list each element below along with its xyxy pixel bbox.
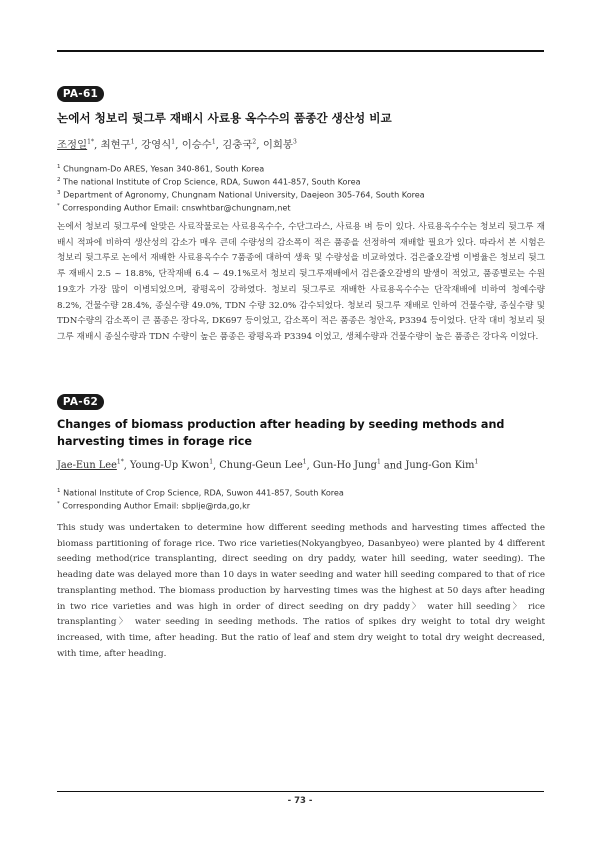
abstract-id-badge: PA-61 bbox=[57, 86, 104, 102]
affiliation: * Corresponding Author Email: cnswhtbar@chungnam,net bbox=[57, 202, 291, 213]
author: Gun-Ho Jung$^1$ bbox=[312, 459, 381, 472]
author: 김충국$^2$ bbox=[222, 138, 257, 151]
author: Jung-Gon Kim$^1$ bbox=[405, 459, 479, 472]
author: Young-Up Kwon$^1$ bbox=[129, 459, 214, 472]
author: 최현구$^1$ bbox=[100, 138, 135, 151]
page-number: - 73 - bbox=[287, 796, 313, 806]
bottom-rule bbox=[57, 791, 544, 792]
affiliation-list bbox=[57, 162, 547, 214]
top-rule bbox=[57, 50, 544, 52]
author: 이승수$^1$ bbox=[181, 138, 216, 151]
affiliation: $^2$ The national Institute of Crop Science, RDA, Suwon 441-857, South Korea bbox=[57, 176, 361, 187]
affiliation: $^1$ National Institute of Crop Science, RDA, Suwon 441-857, South Korea bbox=[57, 487, 344, 498]
abstract-body: This study was undertaken to determine how different seeding methods and harvesting times affected the biomass partitioning of forage rice. Two rice varieties(Nokyangbyeo, Dasanbyeo) were planted by 4 different seeding method(rice transplanting, direct seeding on dry paddy, water hill seeding, water seeding). The heading date was delayed more than 10 days in water seeding and water hill seeding compared to that of rice transplanting method. The biomass production by harvesting times was the highest at 50 days after heading in two rice varieties and was high in order of direct seeding on dry paddy〉 water hill seeding〉 rice transplanting〉 water seeding in seeding methods. The ratios of spikes dry weight to total dry weight increased, with time, after heading. But the ratio of leaf and stem dry weight to total dry weight decreased, with time, after heading. bbox=[57, 523, 545, 659]
author: 조정일$^{1*}$ bbox=[57, 138, 94, 151]
author: Chung-Geun Lee$^1$ bbox=[219, 459, 307, 472]
abstract-title: 논에서 청보리 뒷그루 재배시 사료용 옥수수의 품종간 생산성 비교 bbox=[57, 111, 392, 125]
author: Jae-Eun Lee$^{1*}$ bbox=[57, 459, 124, 472]
affiliation: $^1$ Chungnam-Do ARES, Yesan 340-861, South Korea bbox=[57, 163, 265, 174]
abstract-id-badge: PA-62 bbox=[57, 394, 104, 410]
abstract-body: 논에서 청보리 뒷그루에 알맞은 사료작물로는 사료용옥수수, 수단그라스, 사료용 벼 등이 있다. 사료용옥수수는 청보리 뒷그루 재배시 적파에 비하여 생산성의 감소가 매우 큰데 수량성의 감소폭이 적은 품종을 선정하여 재배할 필요가 있다. 따라서 본 시험은 청보리 뒷그루로 논에서 재배한 사료용옥수수 7품종에 대하여 생육 및 수량성을 비교하였다. 검은줄오갈병 이병율은 청보리 뒷그루 재배시 2.5 ~ 18.8%, 단작재배 6.4 ~ 49.1%로서 청보리 뒷그루재배에서 검은줄오갈병의 발생이 적었고, 품종별로는 수원 19호가 가장 많이 이병되었으며, 광평옥이 강하였다. 청보리 뒷그루로 재배한 사료용옥수수는 단작재배에 비하여 청예수량 8.2%, 건물수량 28.4%, 종실수량 49.0%, TDN 수량 32.0% 감수되었다. 청보리 뒷그루 재배로 인하여 건물수량, 종실수량 및 TDN수량의 감소폭이 큰 품종은 장다옥, DK697 등이었고, 감소폭이 적은 품종은 청안옥, P3394 등이었다. 단작 대비 청보리 뒷그루 재배시 종실수량과 TDN 수량이 높은 품종은 광평옥과 P3394 이었고, 생체수량과 건물수량이 높은 품종은 강다옥 이었다. bbox=[57, 222, 545, 342]
author-list: Jae-Eun Lee$^{1*}$, Young-Up Kwon$^1$, Chung-Geun Lee$^1$, Gun-Ho Jung$^1$ and Jung-Gon Kim$^1$ bbox=[57, 459, 479, 472]
abstract-title: Changes of biomass production after heading by seeding methods and harvesting times in forage rice bbox=[57, 418, 505, 448]
affiliation-list bbox=[57, 486, 547, 512]
author-list: 조정일$^{1*}$, 최현구$^1$, 강영식$^1$, 이승수$^1$, 김충국$^2$, 이희봉$^3$ bbox=[57, 138, 297, 151]
affiliation: $^3$ Department of Agronomy, Chungnam National University, Daejeon 305-764, South Korea bbox=[57, 189, 425, 200]
author: 이희봉$^3$ bbox=[262, 138, 297, 151]
affiliation: * Corresponding Author Email: sbplje@rda,go,kr bbox=[57, 500, 251, 511]
author: 강영식$^1$ bbox=[141, 138, 176, 151]
